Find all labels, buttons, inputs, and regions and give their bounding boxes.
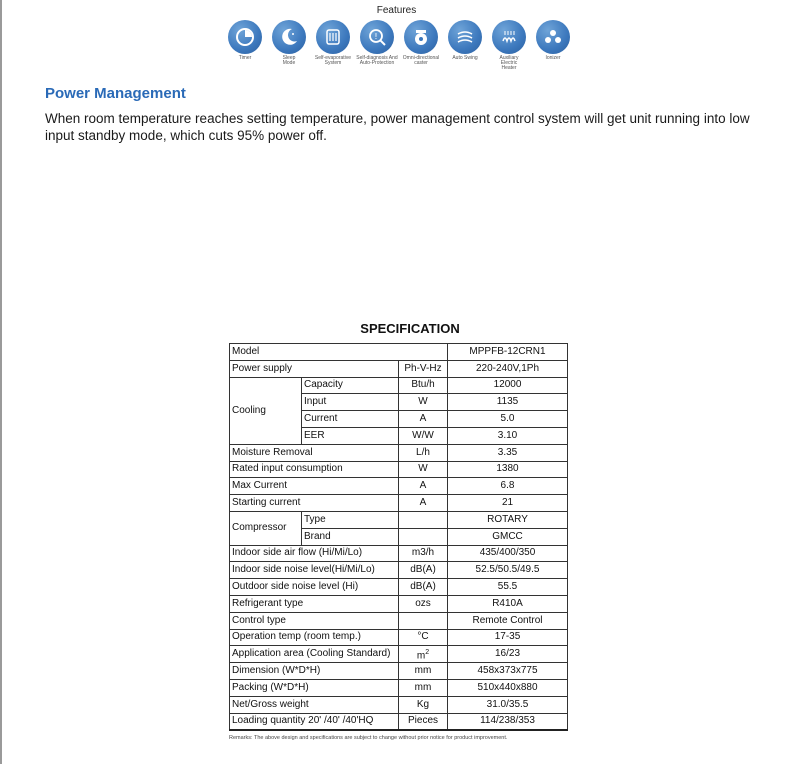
spec-unit	[399, 612, 448, 629]
spec-value: 12000	[448, 377, 568, 394]
specification-title: SPECIFICATION	[360, 321, 460, 336]
spec-value: ROTARY	[448, 511, 568, 528]
spec-label: Indoor side noise level(Hi/Mi/Lo)	[230, 562, 399, 579]
feature-label: Auxiliary Electric Heater	[499, 55, 519, 71]
table-row	[230, 612, 568, 629]
spec-value: 1380	[448, 461, 568, 478]
spec-value: 17-35	[448, 629, 568, 646]
spec-value: 5.0	[448, 411, 568, 428]
power-management-text: When room temperature reaches setting temperature, power management control system will get unit running into low input standby mode, which cuts 95% power off.	[45, 111, 750, 143]
table-row	[230, 629, 568, 646]
spec-unit: Ph-V-Hz	[399, 360, 448, 377]
table-row	[230, 713, 568, 730]
spec-label: Net/Gross weight	[230, 696, 399, 713]
spec-value: 3.35	[448, 444, 568, 461]
feature-label: Auto Swing	[452, 55, 478, 61]
spec-value: 31.0/35.5	[448, 696, 568, 713]
spec-label: Power supply	[230, 360, 399, 377]
spec-unit: m3/h	[399, 545, 448, 562]
spec-unit	[399, 511, 448, 528]
spec-label: Moisture Removal	[230, 444, 399, 461]
table-row	[230, 495, 568, 512]
spec-value: 3.10	[448, 427, 568, 444]
heater-icon	[492, 20, 526, 54]
spec-unit: Btu/h	[399, 377, 448, 394]
table-row	[230, 696, 568, 713]
feature-label: Omni-directional caster	[402, 55, 440, 66]
spec-label: Current	[302, 411, 399, 428]
spec-value: Remote Control	[448, 612, 568, 629]
spec-group-label: Compressor	[230, 511, 302, 545]
table-row	[230, 478, 568, 495]
spec-unit: ozs	[399, 595, 448, 612]
feature-label: Self-evaporative System	[314, 55, 352, 66]
auto-swing-icon	[448, 20, 482, 54]
spec-unit: dB(A)	[399, 579, 448, 596]
spec-group-label: Cooling	[230, 377, 302, 444]
spec-label: Dimension (W*D*H)	[230, 663, 399, 680]
spec-value: 435/400/350	[448, 545, 568, 562]
spec-unit: °C	[399, 629, 448, 646]
spec-label: Rated input consumption	[230, 461, 399, 478]
spec-label: Type	[302, 511, 399, 528]
unit-superscript: 2	[425, 648, 430, 656]
self-evaporative-icon	[316, 20, 350, 54]
spec-unit: W/W	[399, 427, 448, 444]
spec-unit: A	[399, 478, 448, 495]
self-diagnosis-icon	[360, 20, 394, 54]
table-row	[230, 545, 568, 562]
svg-text:!: !	[374, 32, 378, 41]
feature-label: Self-diagnosis And Auto-Protection	[356, 55, 398, 66]
spec-label: Input	[302, 394, 399, 411]
spec-value: 1135	[448, 394, 568, 411]
spec-unit	[399, 528, 448, 545]
spec-value: 114/238/353	[448, 713, 568, 730]
spec-label: EER	[302, 427, 399, 444]
spec-value: R410A	[448, 595, 568, 612]
spec-unit: Kg	[399, 696, 448, 713]
spec-unit: W	[399, 394, 448, 411]
feature-label: Sleep Mode	[282, 55, 296, 66]
spec-value: MPPFB-12CRN1	[448, 344, 568, 361]
spec-value: 510x440x880	[448, 679, 568, 696]
table-row	[230, 461, 568, 478]
spec-value: GMCC	[448, 528, 568, 545]
spec-unit: W	[399, 461, 448, 478]
spec-value: 220-240V,1Ph	[448, 360, 568, 377]
spec-unit: mm	[399, 679, 448, 696]
spec-unit: dB(A)	[399, 562, 448, 579]
specification-remarks: Remarks: The above design and specifications are subject to change without prior notice for product improvement.	[229, 735, 508, 741]
spec-value: 6.8	[448, 478, 568, 495]
spec-label: Loading quantity 20' /40' /40'HQ	[230, 713, 399, 730]
table-row	[230, 377, 568, 394]
unit-base: m	[416, 649, 426, 661]
spec-label: Packing (W*D*H)	[230, 679, 399, 696]
table-row	[230, 646, 568, 663]
spec-label: Brand	[302, 528, 399, 545]
spec-unit: Pieces	[399, 713, 448, 730]
timer-icon	[228, 20, 262, 54]
spec-value: 16/23	[448, 646, 568, 663]
table-row	[230, 562, 568, 579]
table-row	[230, 444, 568, 461]
spec-unit: A	[399, 495, 448, 512]
spec-unit: mm	[399, 663, 448, 680]
features-title: Features	[376, 5, 417, 16]
spec-label: Model	[230, 344, 448, 361]
spec-label: Control type	[230, 612, 399, 629]
page-left-rule	[0, 0, 2, 764]
sleep-mode-icon	[272, 20, 306, 54]
feature-label: Ionizer	[545, 55, 561, 61]
spec-label: Max Current	[230, 478, 399, 495]
table-row	[230, 344, 568, 361]
feature-ionizer	[522, 20, 584, 61]
ionizer-icon	[536, 20, 570, 54]
spec-unit	[399, 646, 448, 663]
spec-value: 52.5/50.5/49.5	[448, 562, 568, 579]
spec-unit: L/h	[399, 444, 448, 461]
spec-unit: A	[399, 411, 448, 428]
spec-label: Operation temp (room temp.)	[230, 629, 399, 646]
table-row	[230, 595, 568, 612]
table-row	[230, 360, 568, 377]
table-row	[230, 679, 568, 696]
caster-icon	[404, 20, 438, 54]
table-row	[230, 511, 568, 528]
spec-label: Outdoor side noise level (Hi)	[230, 579, 399, 596]
spec-label: Capacity	[302, 377, 399, 394]
feature-label: Timer	[238, 55, 252, 61]
power-management-title: Power Management	[45, 85, 186, 102]
specification-table	[229, 343, 568, 731]
spec-value: 458x373x775	[448, 663, 568, 680]
spec-value: 55.5	[448, 579, 568, 596]
spec-label: Application area (Cooling Standard)	[230, 646, 399, 663]
table-row	[230, 579, 568, 596]
spec-label: Indoor side air flow (Hi/Mi/Lo)	[230, 545, 399, 562]
table-row	[230, 663, 568, 680]
spec-label: Refrigerant type	[230, 595, 399, 612]
spec-value: 21	[448, 495, 568, 512]
spec-label: Starting current	[230, 495, 399, 512]
